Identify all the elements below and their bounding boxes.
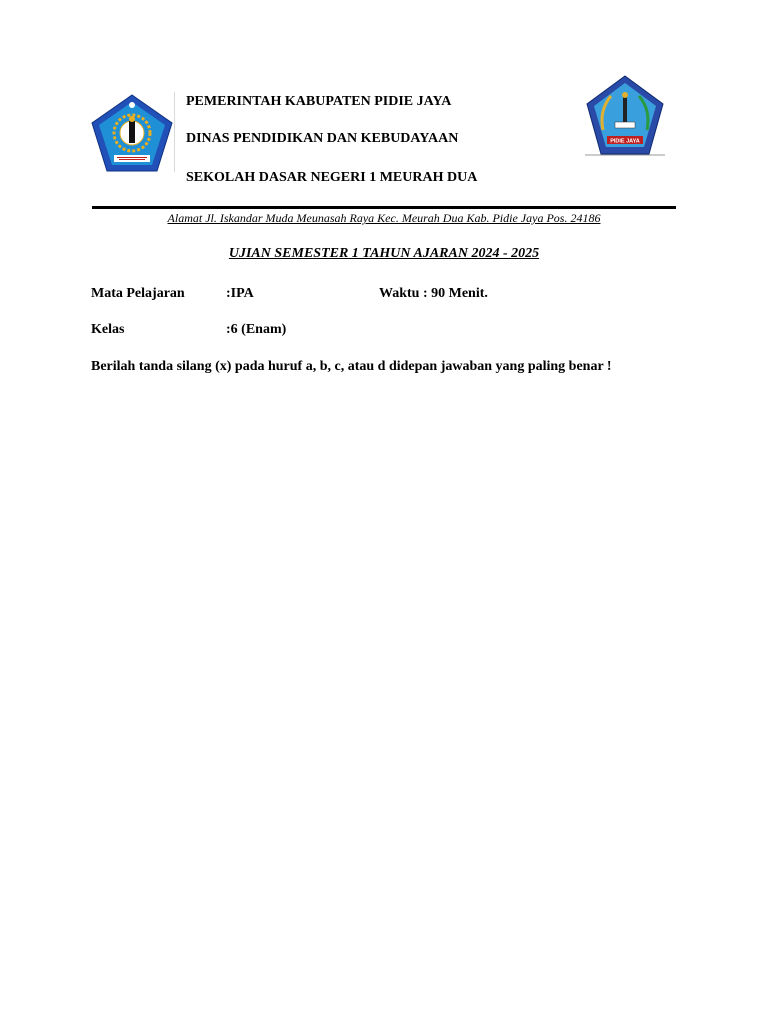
subject-label: Mata Pelajaran (91, 286, 185, 301)
exam-duration: Waktu : 90 Menit. (379, 286, 488, 301)
header-government: PEMERINTAH KABUPATEN PIDIE JAYA (186, 94, 452, 109)
dinas-pendidikan-emblem-icon (90, 93, 174, 173)
header-department: DINAS PENDIDIKAN DAN KEBUDAYAAN (186, 131, 459, 146)
school-address: Alamat Jl. Iskandar Muda Meunasah Raya Kec. Meurah Dua Kab. Pidie Jaya Pos. 24186 (167, 211, 601, 225)
header-school: SEKOLAH DASAR NEGERI 1 MEURAH DUA (186, 170, 478, 185)
class-value: :6 (Enam) (226, 322, 287, 337)
class-label: Kelas (91, 322, 125, 337)
subject-value: :IPA (226, 286, 254, 301)
header-separator (174, 92, 175, 172)
exam-title: UJIAN SEMESTER 1 TAHUN AJARAN 2024 - 2025 (228, 246, 540, 261)
header-divider (92, 206, 676, 209)
exam-instruction: Berilah tanda silang (x) pada huruf a, b, c, atau d didepan jawaban yang paling benar ! (91, 359, 612, 374)
pidie-jaya-banner-text: PIDIE JAYA (610, 138, 640, 145)
pidie-jaya-emblem-icon (585, 74, 665, 156)
